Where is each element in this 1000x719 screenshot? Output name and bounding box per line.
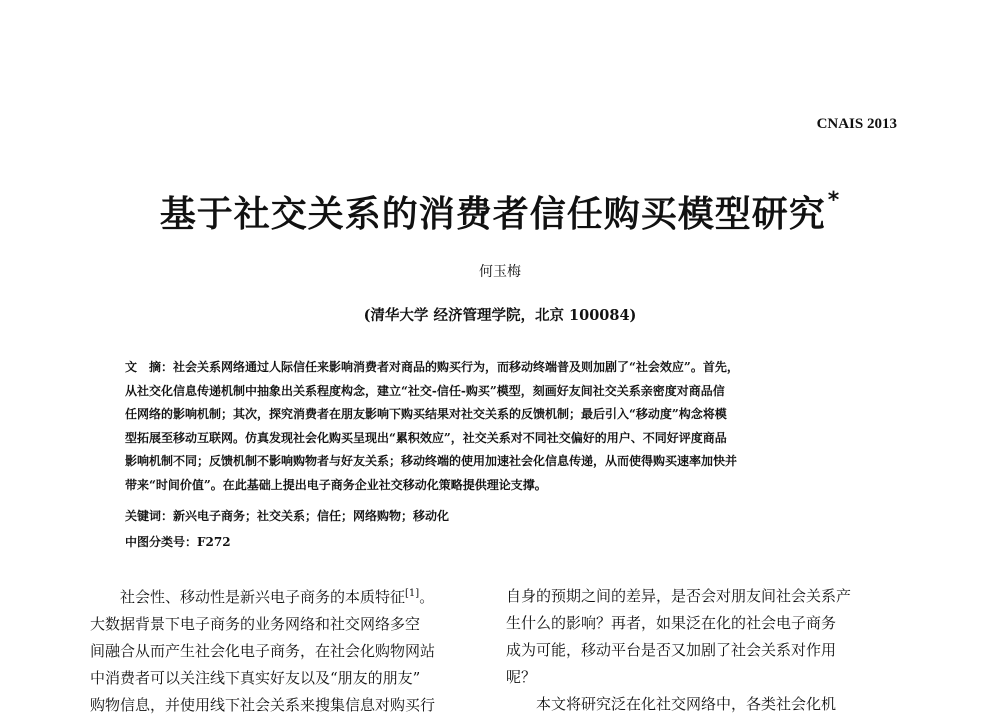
body-line: 大数据背景下电子商务的业务网络和社交网络多空 (90, 615, 421, 633)
body-line: 呢？ (506, 668, 537, 686)
author-affiliation: (清华大学 经济管理学院，北京 100084) (363, 307, 637, 324)
classification-value: F272 (197, 535, 231, 549)
conference-label: CNAIS 2013 (816, 116, 897, 132)
keywords-label: 关键词： (125, 509, 174, 523)
abstract-line-text: 社会关系网络通过人际信任来影响消费者对商品的购买行为，而移动终端普及则加剧了“社会效应”。首先， (173, 360, 739, 374)
classification (125, 533, 231, 550)
body-line: 生什么的影响？再者，如果泛在化的社会电子商务 (506, 614, 837, 632)
body-column-right (506, 583, 906, 718)
abstract-line: 任网络的影响机制；其次，探究消费者在朋友影响下购买结果对社交关系的反馈机制；最后引入“移动度”构念将模 (125, 407, 727, 421)
classification-label: 中图分类号： (125, 535, 198, 549)
abstract-line: 影响机制不同；反馈机制不影响购物者与好友关系；移动终端的使用加速社会化信息传递，从而使得购买速率加快并 (125, 454, 738, 468)
body-line: 购物信息，并使用线下社会关系来搜集信息对购买行 (90, 696, 436, 714)
title-footnote-mark: * (827, 188, 841, 213)
author-name: 何玉梅 (479, 264, 521, 280)
abstract-line: 型拓展至移动互联网。仿真发现社会化购买呈现出“累积效应”，社交关系对不同社交偏好的用户、不同好评度商品 (125, 430, 727, 445)
body-line: 中消费者可以关注线下真实好友以及“朋友的朋友” (90, 669, 421, 687)
paper-title-text: 基于社交关系的消费者信任购买模型研究 (159, 194, 826, 235)
abstract-label: 文 摘： (125, 360, 174, 374)
paper-title (0, 186, 1000, 237)
body-line: 间融合从而产生社会化电子商务，在社会化购物网站 (90, 642, 436, 660)
keywords-value: 新兴电子商务；社交关系；信任；网络购物；移动化 (173, 509, 450, 523)
body-line: 自身的预期之间的差异，是否会对朋友间社会关系产 (506, 587, 852, 605)
body-line-text: 社会性、移动性是新兴电子商务的本质特征 (120, 588, 406, 606)
body-line: 本文将研究泛在化社交网络中，各类社会化机 (506, 695, 837, 713)
abstract-line: 从社交化信息传递机制中抽象出关系程度构念，建立“社交-信任-购买”模型，刻画好友间社交关系亲密度对商品信 (125, 383, 725, 398)
citation-ref[interactable]: [1] (405, 588, 420, 599)
body-line-punct: 。 (419, 588, 435, 606)
body-line (90, 580, 485, 611)
abstract-line (125, 356, 877, 380)
abstract (125, 356, 877, 497)
body-line: 成为可能，移动平台是否又加剧了社会关系对作用 (506, 641, 837, 659)
keywords (125, 507, 449, 524)
abstract-line: 带来“时间价值”。在此基础上提出电子商务企业社交移动化策略提供理论支撑。 (125, 477, 547, 492)
body-column-left (90, 580, 485, 719)
